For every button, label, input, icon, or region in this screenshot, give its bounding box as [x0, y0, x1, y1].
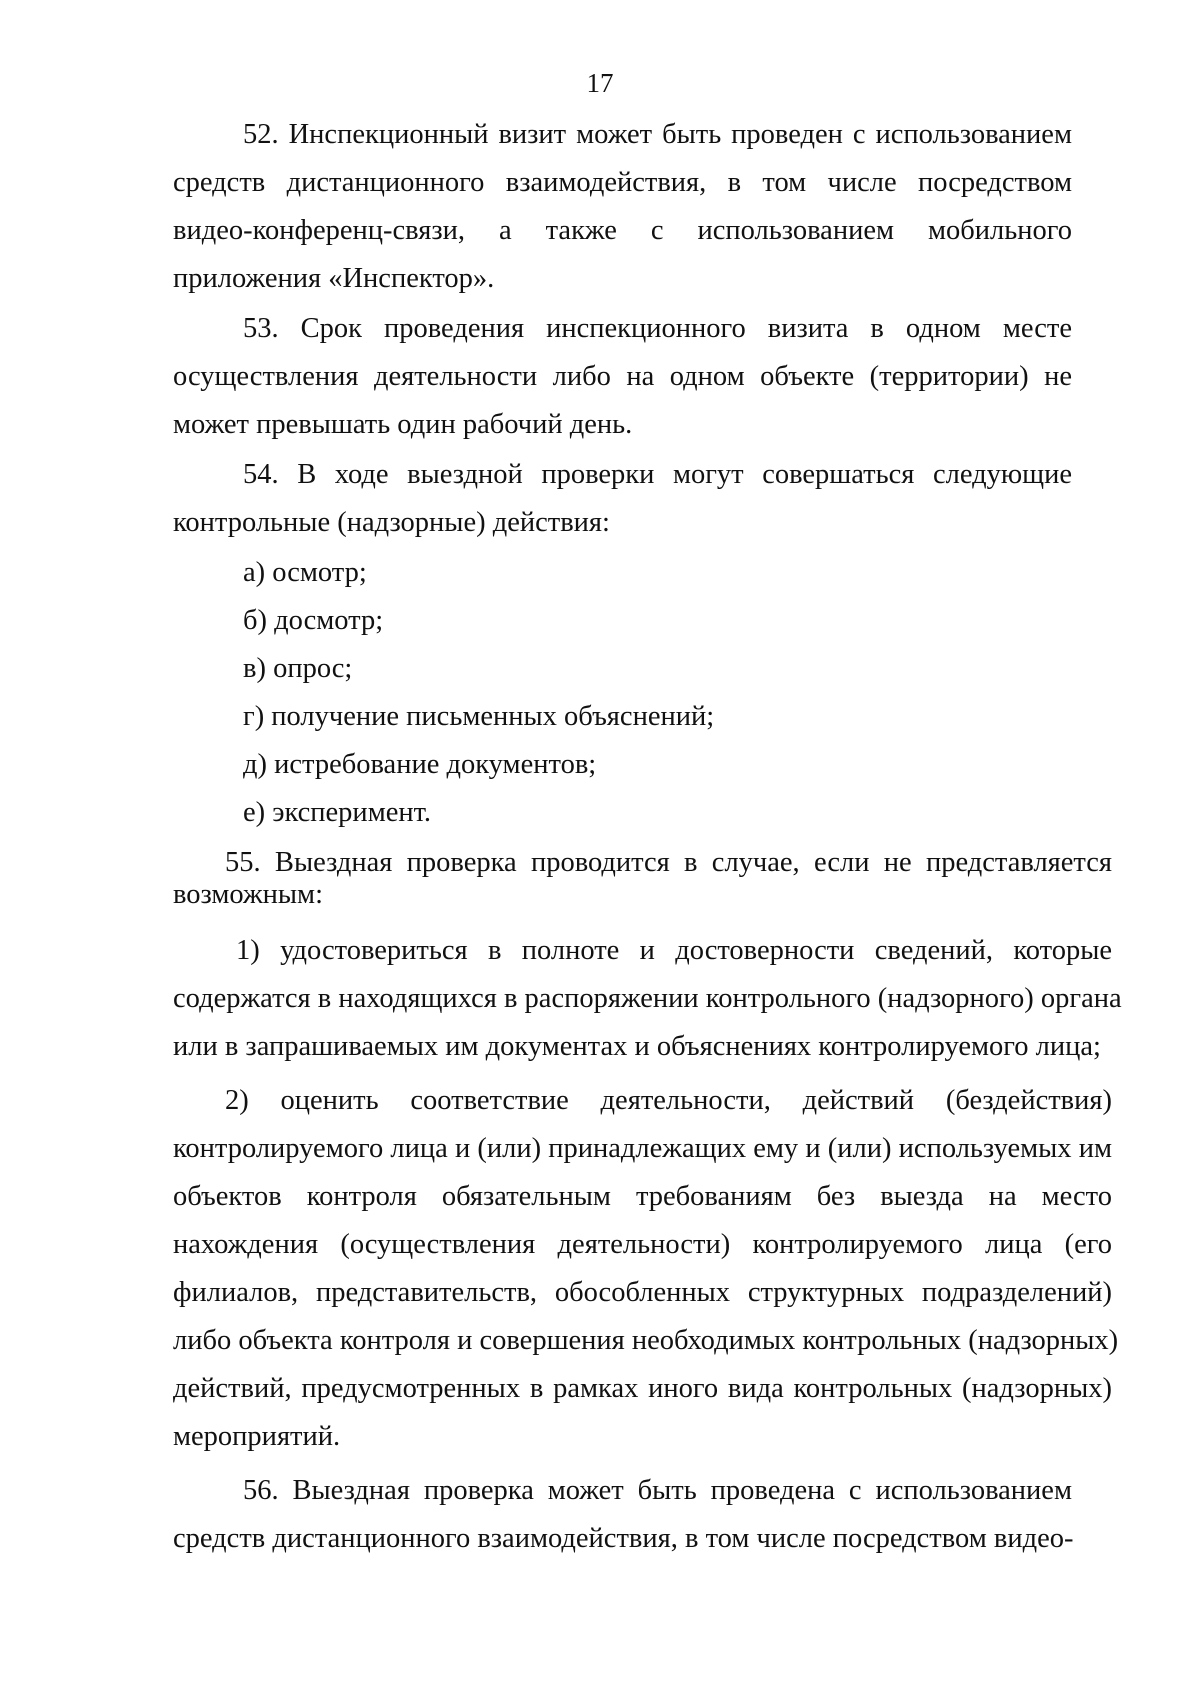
paragraph-52-line-4: приложения «Инспектор». — [173, 263, 495, 294]
paragraph-53-line-2: осуществления деятельности либо на одном объекте (территории) не — [173, 361, 1072, 392]
paragraph-53-line-3: может превышать один рабочий день. — [173, 409, 633, 440]
list-item-opros: в) опрос; — [243, 653, 353, 684]
list-item-explanations: г) получение письменных объяснений; — [243, 701, 715, 732]
list-item-osmotr: а) осмотр; — [243, 557, 367, 588]
paragraph-55-2-line-6: либо объекта контроля и совершения необходимых контрольных (надзорных) — [173, 1325, 1119, 1356]
paragraph-54-line-2: контрольные (надзорные) действия: — [173, 507, 610, 538]
paragraph-55-2-line-1: 2) оценить соответствие деятельности, действий (бездействия) — [225, 1085, 1112, 1116]
paragraph-55-line-2: возможным: — [173, 879, 323, 910]
paragraph-55-2-line-8: мероприятий. — [173, 1421, 341, 1452]
paragraph-55-1-line-1: 1) удостовериться в полноте и достоверности сведений, которые — [236, 935, 1112, 966]
paragraph-54-line-1: 54. В ходе выездной проверки могут совершаться следующие — [243, 459, 1072, 490]
paragraph-55-2-line-5: филиалов, представительств, обособленных структурных подразделений) — [173, 1277, 1112, 1308]
paragraph-55-line-1: 55. Выездная проверка проводится в случае, если не представляется — [225, 847, 1112, 878]
list-item-documents: д) истребование документов; — [243, 749, 597, 780]
paragraph-53-line-1: 53. Срок проведения инспекционного визита в одном месте — [243, 313, 1072, 344]
paragraph-55-2-line-3: объектов контроля обязательным требованиям без выезда на место — [173, 1181, 1112, 1212]
paragraph-55-1-line-2: содержатся в находящихся в распоряжении контрольного (надзорного) органа — [173, 983, 1122, 1014]
paragraph-55-2-line-2: контролируемого лица и (или) принадлежащих ему и (или) используемых им — [173, 1133, 1112, 1164]
paragraph-52-line-3: видео-конференц-связи, а также с использованием мобильного — [173, 215, 1072, 246]
list-item-dosmotr: б) досмотр; — [243, 605, 384, 636]
paragraph-55-2-line-7: действий, предусмотренных в рамках иного вида контрольных (надзорных) — [173, 1373, 1112, 1404]
paragraph-52-line-1: 52. Инспекционный визит может быть проведен с использованием — [243, 119, 1072, 150]
paragraph-55-1-line-3: или в запрашиваемых им документах и объяснениях контролируемого лица; — [173, 1031, 1101, 1062]
paragraph-56-line-2: средств дистанционного взаимодействия, в том числе посредством видео- — [173, 1523, 1074, 1554]
paragraph-55-2-line-4: нахождения (осуществления деятельности) контролируемого лица (его — [173, 1229, 1112, 1260]
paragraph-56-line-1: 56. Выездная проверка может быть проведена с использованием — [243, 1475, 1072, 1506]
list-item-experiment: е) эксперимент. — [243, 797, 432, 828]
page-number: 17 — [586, 68, 614, 98]
paragraph-52-line-2: средств дистанционного взаимодействия, в том числе посредством — [173, 167, 1072, 198]
